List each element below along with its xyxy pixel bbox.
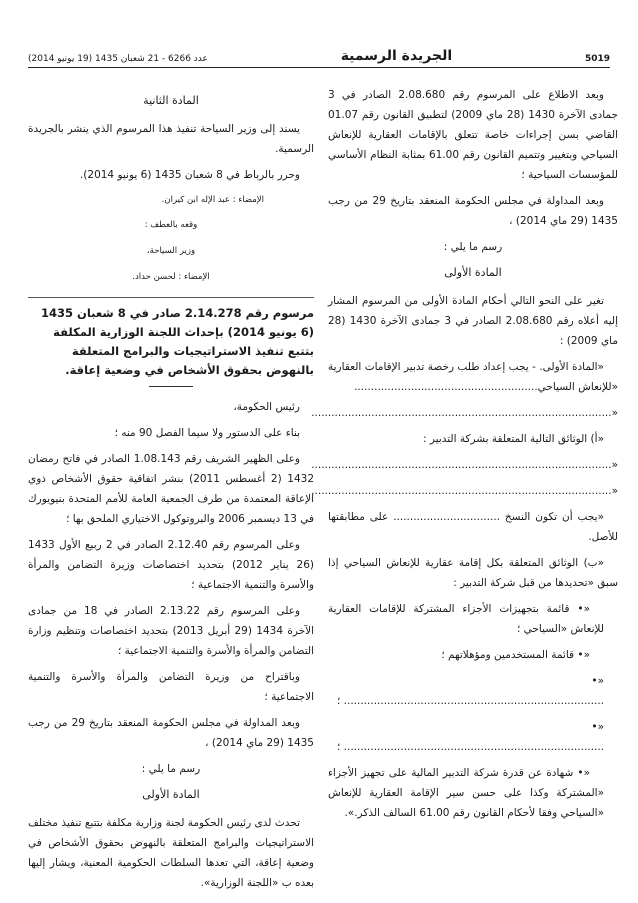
paragraph: تحدث لدى رئيس الحكومة لجنة وزارية مكلفة بتتبع تنفيذ مختلف الاستراتيجيات والبرامج المتعلقة بالنهوض بحقوق الأشخاص في وضعية إعاقة، التي تعدها السلطات الحكومية المعنية، ويشار إليها بعده ب «اللجنة الوزارية».: [28, 817, 314, 889]
bullet-item: «• .............................................................................. ؛: [336, 675, 604, 707]
bullet-item: «• شهادة عن قدرة شركة التدبير المالية على تجهيز الأجزاء «المشتركة وكذا على حسن سير الإقامة العقارية للإنعاش «السياحي وفقا لأحكام القانون رقم 61.00 السالف الذكر.».: [328, 767, 604, 819]
decree-title: مرسوم رقم 2.14.278 صادر في 8 شعبان 1435 (6 يونيو 2014) بإحداث اللجنة الوزارية المكلفة بتتبع تنفيذ الاستراتيجيات والبرامج المتعلقة بالنهوض بحقوق الأشخاص في وضعية إعاقة.: [41, 306, 314, 377]
bullet-item: «• .............................................................................. ؛: [336, 721, 604, 753]
paragraph: وباقتراح من وزيرة التضامن والمرأة والأسرة والتنمية الاجتماعية ؛: [28, 671, 314, 703]
page-header: [28, 42, 610, 68]
signature-line: الإمضاء : عبد الإله ابن كيران.: [161, 195, 264, 205]
paragraph: تغير على النحو التالي أحكام المادة الأولى من المرسوم المشار إليه أعلاه رقم 2.08.680 الصادر في 3 جمادى الآخرة 1430 (28 ماي 2009) :: [328, 295, 619, 347]
paragraph: وبعد المداولة في مجلس الحكومة المنعقد بتاريخ 29 من رجب 1435 (29 ماي 2014) ،: [328, 195, 618, 227]
quoted-text: «ب) الوثائق المتعلقة بكل إقامة عقارية للإنعاش السياحي إذا سبق «تحديدها من قبل شركة التدبير :: [328, 557, 618, 589]
paragraph: وعلى المرسوم رقم 2.13.22 الصادر في 18 من جمادى الآخرة 1434 (29 أبريل 2013) بتحديد اختصاصات وتنظيم وزارة التضامن والمرأة والأسرة والتنمية الاجتماعية ؛: [28, 605, 315, 657]
paragraph: وبعد الاطلاع على المرسوم رقم 2.08.680 الصادر في 3 جمادى الآخرة 1430 (28 ماي 2009) لتطبيق القانون رقم 01.07 القاضي بسن إجراءات خاصة تتعلق بالإقامات العقارية للإنعاش السياحي وبتغيير وتتميم القانون رقم 61.00 بمثابة النظام الأساسي للمؤسسات السياحية ؛: [328, 89, 618, 181]
quoted-ellipsis: «..........................................................................................: [311, 407, 618, 419]
countersign-label: وقعه بالعطف :: [144, 220, 198, 230]
paragraph: وعلى الظهير الشريف رقم 1.08.143 الصادر في فاتح رمضان 1432 (2 أغسطس 2011) بنشر اتفاقية حقوق الأشخاص ذوي الإعاقة المعتمدة من طرف الجمعية العامة للأمم المتحدة بنيويورك في 13 ديسمبر 2006 والبروتوكول الاختياري الملحق بها ؛: [28, 453, 315, 525]
article-heading: المادة الثانية: [143, 94, 199, 107]
page-number: 5019: [584, 54, 610, 64]
bullet-item: «• قائمة المستخدمين ومؤهلاتهم ؛: [441, 649, 590, 661]
paragraph: وعلى المرسوم رقم 2.12.40 الصادر في 2 ربيع الأول 1433 (26 يناير 2012) بتحديد اختصاصات وزيرة التضامن والمرأة والأسرة والتنمية الاجتماعية ؛: [28, 539, 315, 591]
enactment-line: رسم ما يلي :: [443, 241, 503, 253]
minister-title: وزير السياحة،: [146, 246, 196, 256]
paragraph: وحرر بالرباط في 8 شعبان 1435 (6 يونيو 2014).: [79, 169, 300, 181]
quoted-text: «المادة الأولى. - يجب إعداد طلب رخصة تدبير الإقامات العقارية «للإنعاش السياحي.......................................................: [328, 361, 618, 393]
title-rule: [149, 386, 193, 387]
paragraph: رئيس الحكومة،: [233, 401, 300, 413]
paragraph: بناء على الدستور ولا سيما الفصل 90 منه ؛: [114, 427, 300, 439]
issue-info: عدد 6266 - 21 شعبان 1435 (19 يونيو 2014): [28, 54, 208, 64]
quoted-ellipsis: «..........................................................................................: [311, 485, 618, 497]
enactment-line: رسم ما يلي :: [141, 763, 201, 775]
article-heading: المادة الأولى: [444, 266, 502, 279]
bullet-item: «• قائمة بتجهيزات الأجزاء المشتركة للإقامات العقارية للإنعاش «السياحي ؛: [328, 603, 604, 635]
quoted-text: «أ) الوثائق التالية المتعلقة بشركة التدبير :: [422, 433, 604, 445]
quoted-ellipsis: «..........................................................................................: [311, 459, 618, 471]
quoted-text: «يجب أن تكون النسخ ................................ على مطابقتها للأصل.: [328, 511, 618, 543]
gazette-title: الجريدة الرسمية: [340, 48, 453, 64]
right-column: [311, 85, 619, 829]
signature-line: الإمضاء : لحسن حداد.: [132, 272, 210, 282]
article-heading: المادة الأولى: [142, 788, 200, 801]
paragraph: وبعد المداولة في مجلس الحكومة المنعقد بتاريخ 29 من رجب 1435 (29 ماي 2014) ،: [28, 717, 314, 749]
section-divider: [28, 297, 314, 298]
paragraph: يسند إلى وزير السياحة تنفيذ هذا المرسوم الذي ينشر بالجريدة الرسمية.: [28, 123, 314, 155]
left-column: [28, 85, 314, 899]
